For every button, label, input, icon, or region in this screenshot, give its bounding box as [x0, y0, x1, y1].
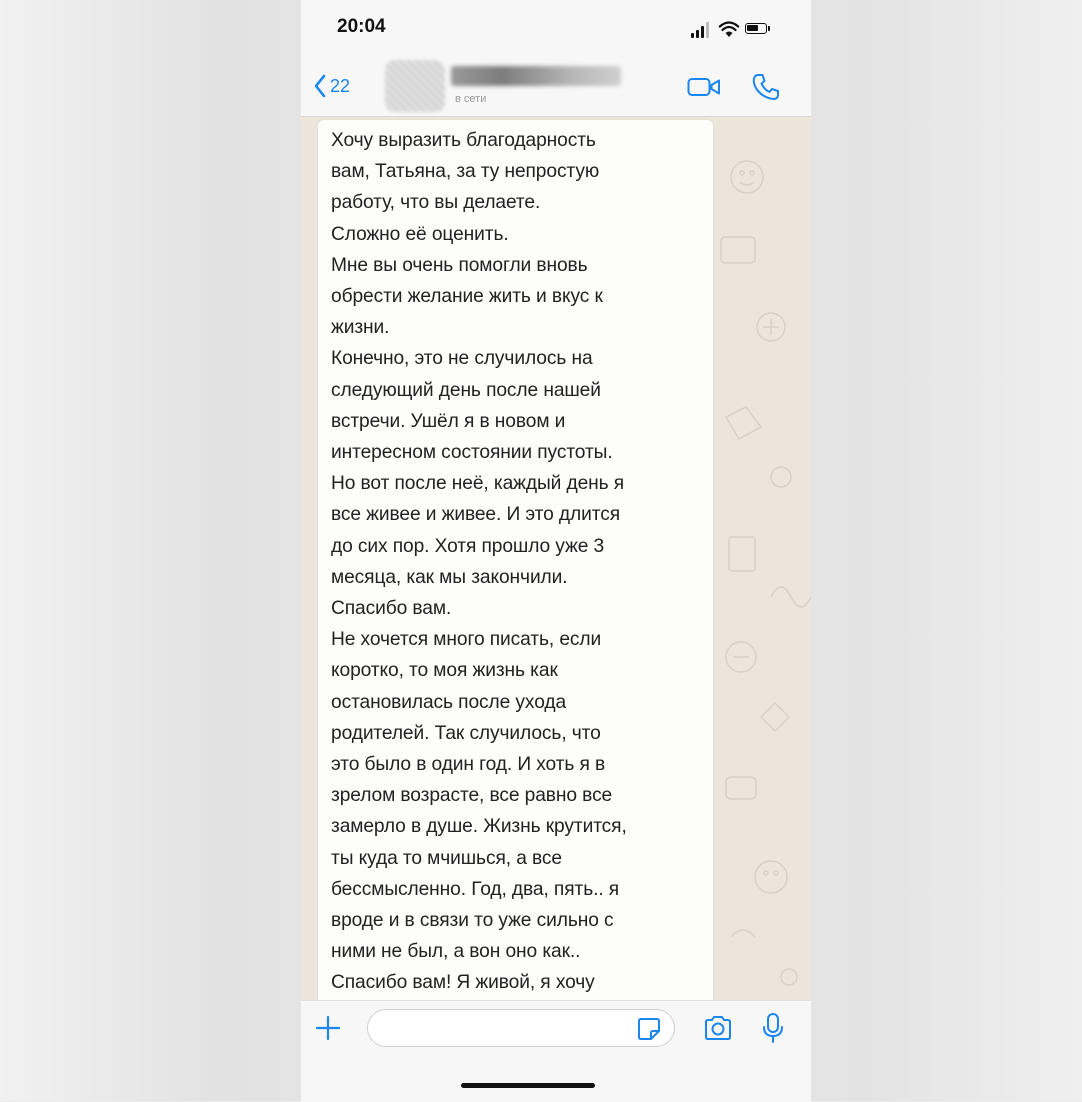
- presence-status: в сети: [455, 93, 487, 105]
- signal-icon: [691, 22, 713, 38]
- status-bar: [301, 0, 811, 56]
- wifi-icon: [719, 20, 739, 38]
- battery-tip: [768, 26, 770, 31]
- message-text: Хочу выразить благодарность вам, Татьяна, за ту непростую работу, что вы делаете. Сложно её оценить. Мне вы очень помогли вновь обрести желание жить и вкус к жизни. Конечно, это не случилось на следующий день после нашей встречи. Ушёл я в новом и интересном состоянии пустоты. Но вот после неё, каждый день я все живее и живее. И это длится до сих пор. Хотя прошло уже 3 месяца, как мы закончили. Спасибо вам. Не хочется много писать, если коротко, то моя жизнь как остановилась после ухода родителей. Так случилось, что это было в один год. И хоть я в зрелом возрасте, все равно все замерло в душе. Жизнь крутится, ты куда то мчишься, а все бессмысленно. Год, два, пять.. я вроде и в связи то уже сильно с ними не был, а вон оно как.. Спасибо вам! Я живой, я хочу: [331, 130, 627, 994]
- battery-icon: [745, 23, 767, 34]
- video-camera-icon[interactable]: [687, 76, 721, 98]
- status-icons: [691, 18, 811, 42]
- contact-name-redacted[interactable]: [451, 66, 621, 86]
- camera-icon[interactable]: [703, 1015, 733, 1041]
- microphone-icon[interactable]: [761, 1012, 785, 1044]
- message-input[interactable]: [367, 1009, 675, 1047]
- chat-header: [301, 56, 811, 117]
- contact-avatar-redacted[interactable]: [385, 60, 445, 112]
- phone-icon[interactable]: [751, 72, 781, 102]
- back-button[interactable]: [313, 72, 350, 100]
- sticker-icon[interactable]: [637, 1017, 661, 1041]
- home-indicator: [461, 1083, 595, 1088]
- message-bubble[interactable]: [318, 120, 713, 1010]
- chat-area[interactable]: [301, 117, 811, 1000]
- phone-screen: [301, 0, 811, 1101]
- chevron-left-icon: [313, 74, 327, 98]
- input-bar: [301, 1000, 811, 1102]
- plus-icon[interactable]: [315, 1015, 341, 1041]
- unread-count: 22: [330, 75, 351, 96]
- status-time: 20:04: [337, 16, 386, 37]
